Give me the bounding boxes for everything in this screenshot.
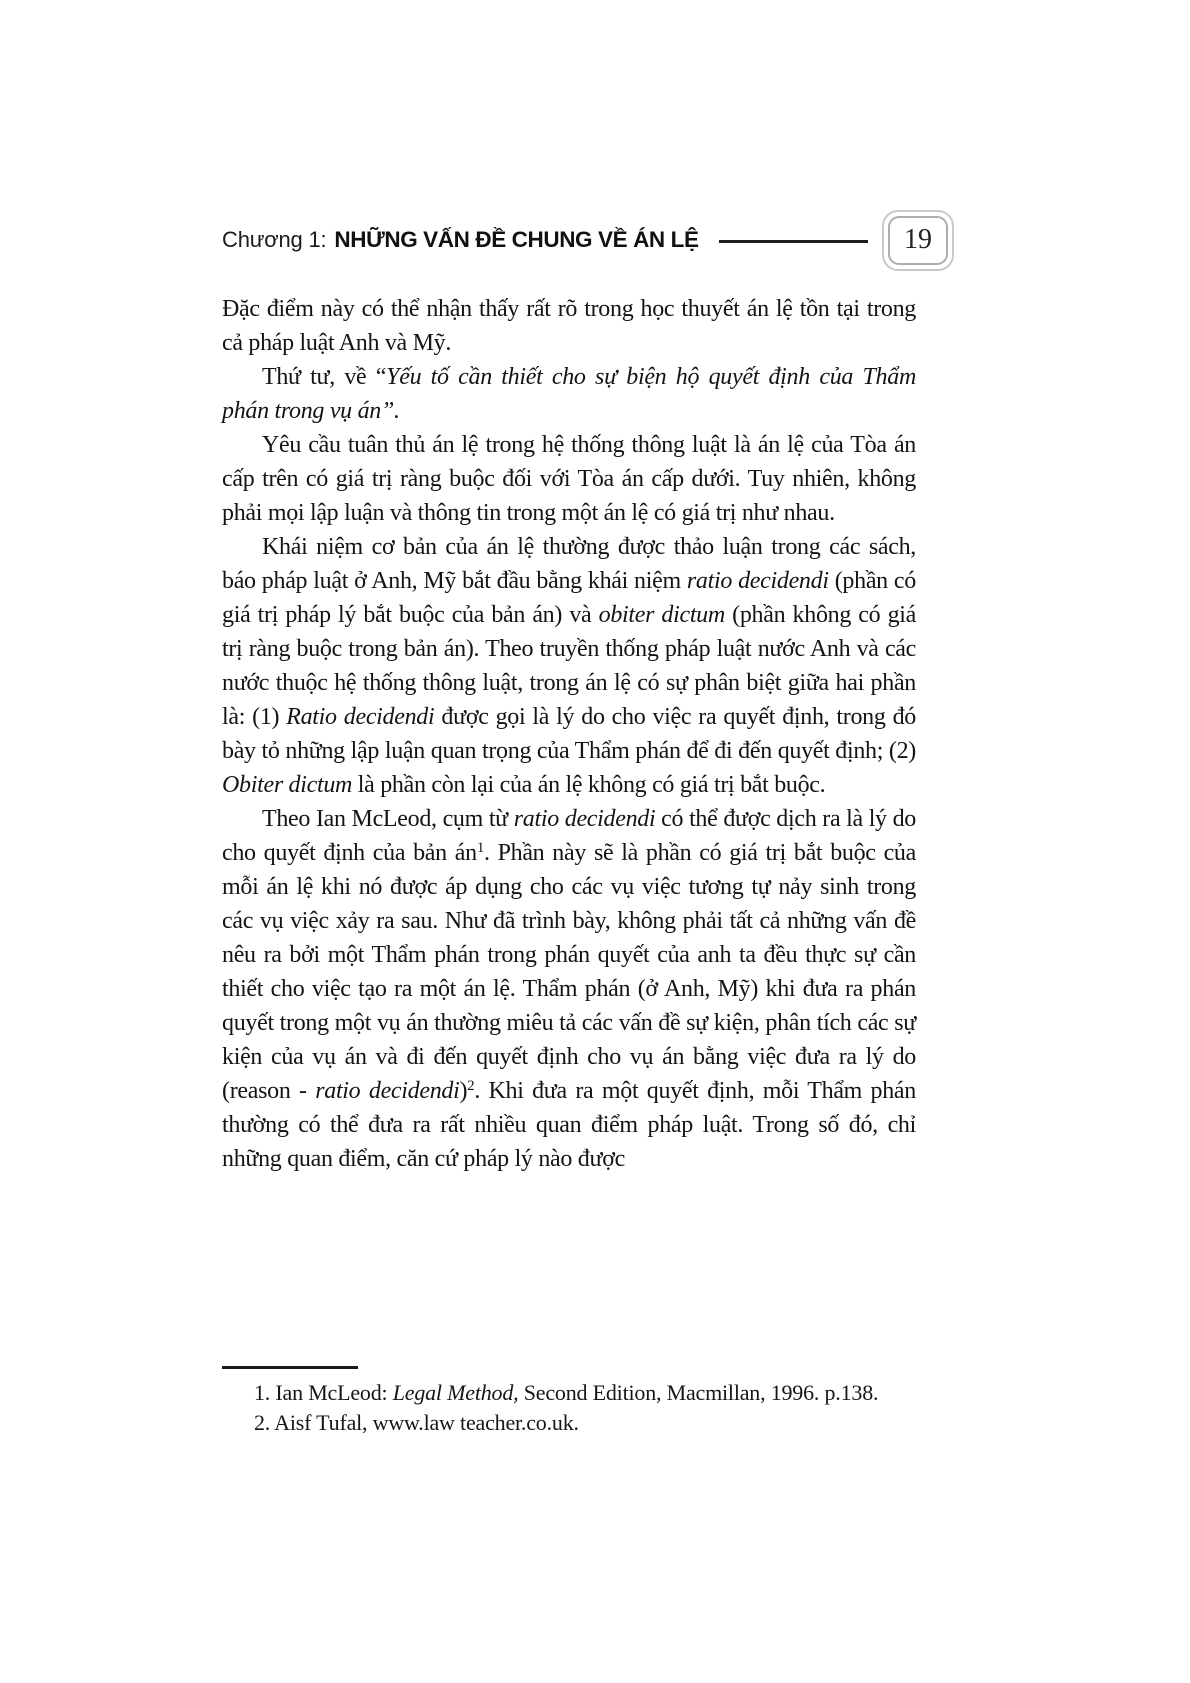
- footnote: [222, 1408, 916, 1438]
- page-number: 19: [888, 216, 948, 265]
- paragraph: [222, 530, 916, 802]
- footnote-separator: [222, 1366, 358, 1369]
- text-segment: obiter dictum: [598, 602, 725, 628]
- text-segment: Thứ tư, về “: [262, 364, 387, 390]
- footnote-reference: 2: [467, 1077, 475, 1094]
- text-segment: . Phần này sẽ là phần có giá trị bắt buộc của mỗi án lệ khi nó được áp dụng cho các vụ việc tương tự nảy sinh trong các vụ việc xảy ra sau. Như đã trình bày, không phải tất cả những vấn đề nêu ra bởi một Thẩm phán trong phán quyết của anh ta đều thực sự cần thiết cho việc tạo ra một án lệ. Thẩm phán (ở Anh, Mỹ) khi đưa ra phán quyết trong một vụ án thường miêu tả các vấn đề sự kiện, phân tích các sự kiện của vụ án và đi đến quyết định cho vụ án bằng việc đưa ra lý do (reason -: [222, 840, 916, 1104]
- text-segment: ratio decidendi: [686, 568, 829, 594]
- body-text: [222, 292, 916, 1176]
- paragraph: [222, 360, 916, 428]
- chapter-label: Chương 1:: [222, 227, 327, 252]
- footnote-reference: 1: [476, 839, 484, 856]
- running-header: [222, 206, 954, 274]
- text-segment: Ratio decidendi: [286, 704, 435, 730]
- text-segment: Theo Ian McLeod, cụm từ: [262, 806, 514, 832]
- text-segment: là phần còn lại của án lệ không có giá trị bắt buộc.: [352, 772, 826, 798]
- paragraph: [222, 428, 916, 530]
- text-segment: Khái niệm cơ bản của án lệ thường được thảo luận trong các sách, báo pháp luật ở Anh, Mỹ bắt đầu bằng khái niệm: [222, 534, 916, 594]
- text-segment: ratio decidendi: [315, 1078, 460, 1104]
- chapter-title: NHỮNG VẤN ĐỀ CHUNG VỀ ÁN LỆ: [334, 227, 699, 252]
- text-segment: Đặc điểm này có thể nhận thấy rất rõ trong học thuyết án lệ tồn tại trong cả pháp luật Anh và Mỹ.: [222, 296, 916, 356]
- text-segment: (phần có giá trị pháp lý bắt buộc của bản án) và: [222, 568, 916, 628]
- text-segment: Second Edition, Macmillan, 1996. p.138.: [518, 1380, 879, 1405]
- paragraph: [222, 292, 916, 360]
- text-segment: Yêu cầu tuân thủ án lệ trong hệ thống thông luật là án lệ của Tòa án cấp trên có giá trị ràng buộc đối với Tòa án cấp dưới. Tuy nhiên, không phải mọi lập luận và thông tin trong một án lệ có giá trị như nhau.: [222, 432, 916, 526]
- text-segment: Obiter dictum: [222, 772, 353, 798]
- text-segment: Yếu tố cần thiết cho sự biện hộ quyết định của Thẩm phán trong vụ án”.: [222, 364, 916, 424]
- text-segment: ratio decidendi: [513, 806, 656, 832]
- text-segment: 2. Aisf Tufal, www.law teacher.co.uk.: [254, 1410, 579, 1435]
- text-segment: (phần không có giá trị ràng buộc trong bản án). Theo truyền thống pháp luật nước Anh và các nước thuộc hệ thống thông luật, trong án lệ có sự phân biệt giữa hai phần là: (1): [222, 602, 917, 730]
- text-segment: Legal Method,: [392, 1380, 519, 1405]
- footnote: [222, 1378, 916, 1408]
- text-segment: có thể được dịch ra là lý do cho quyết định của bản án: [222, 806, 916, 866]
- paragraph: [222, 802, 916, 1176]
- text-segment: ): [459, 1078, 468, 1104]
- header-rule: [719, 240, 868, 243]
- page-number-badge: [882, 210, 954, 271]
- text-segment: được gọi là lý do cho việc ra quyết định, trong đó bày tỏ những lập luận quan trọng của Thẩm phán để đi đến quyết định; (2): [222, 704, 916, 764]
- text-segment: 1. Ian McLeod:: [254, 1380, 393, 1405]
- footnotes: [222, 1378, 916, 1438]
- text-segment: . Khi đưa ra một quyết định, mỗi Thẩm phán thường có thể đưa ra rất nhiều quan điểm pháp luật. Trong số đó, chỉ những quan điểm, căn cứ pháp lý nào được: [222, 1078, 916, 1172]
